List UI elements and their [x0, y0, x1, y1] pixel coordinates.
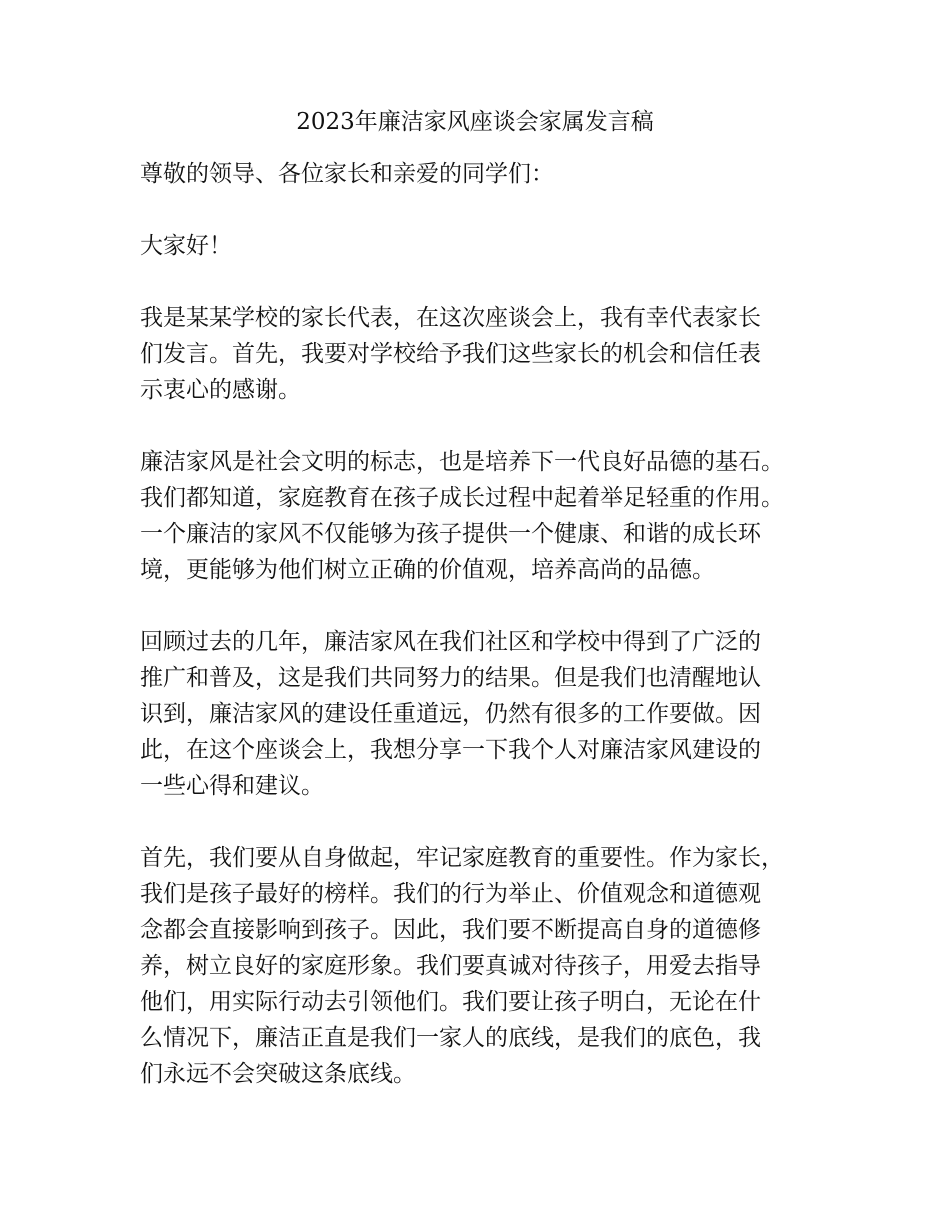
text-line: 识到，廉洁家风的建设任重道远，仍然有很多的工作要做。因 [140, 701, 761, 727]
text-line: 么情况下，廉洁正直是我们一家人的底线，是我们的底色，我 [140, 1025, 761, 1051]
text-line: 示衷心的感谢。 [140, 377, 301, 403]
text-line: 我是某某学校的家长代表，在这次座谈会上，我有幸代表家长 [140, 305, 761, 331]
paragraph-family-style [140, 444, 840, 588]
paragraph-review [140, 624, 840, 804]
paragraph-first-point [140, 840, 840, 1092]
text-line: 尊敬的领导、各位家长和亲爱的同学们： [140, 161, 554, 187]
paragraph-gap [140, 804, 840, 840]
text-line: 境，更能够为他们树立正确的价值观，培养高尚的品德。 [140, 557, 715, 583]
text-line: 一个廉洁的家风不仅能够为孩子提供一个健康、和谐的成长环 [140, 521, 761, 547]
document-title: 2023年廉洁家风座谈会家属发言稿 [296, 109, 654, 135]
text-line: 养，树立良好的家庭形象。我们要真诚对待孩子，用爱去指导 [140, 953, 761, 979]
text-line: 们永远不会突破这条底线。 [140, 1061, 416, 1087]
text-line: 首先，我们要从自身做起，牢记家庭教育的重要性。作为家长， [140, 845, 784, 871]
text-line: 我们是孩子最好的榜样。我们的行为举止、价值观念和道德观 [140, 881, 761, 907]
paragraph-gap [140, 588, 840, 624]
paragraph-gap [140, 192, 840, 228]
text-line: 大家好！ [140, 233, 232, 259]
paragraph-introduction [140, 300, 840, 408]
text-line: 们发言。首先，我要对学校给予我们这些家长的机会和信任表 [140, 341, 761, 367]
text-line: 他们，用实际行动去引领他们。我们要让孩子明白，无论在什 [140, 989, 761, 1015]
paragraph-gap [140, 408, 840, 444]
text-line: 推广和普及，这是我们共同努力的结果。但是我们也清醒地认 [140, 665, 761, 691]
text-line: 我们都知道，家庭教育在孩子成长过程中起着举足轻重的作用。 [140, 485, 784, 511]
text-line: 念都会直接影响到孩子。因此，我们要不断提高自身的道德修 [140, 917, 761, 943]
text-line: 此，在这个座谈会上，我想分享一下我个人对廉洁家风建设的 [140, 737, 761, 763]
text-line: 回顾过去的几年，廉洁家风在我们社区和学校中得到了广泛的 [140, 629, 761, 655]
paragraph-gap [140, 264, 840, 300]
text-line: 一些心得和建议。 [140, 773, 324, 799]
paragraph-greeting [140, 228, 840, 264]
text-line: 廉洁家风是社会文明的标志，也是培养下一代良好品德的基石。 [140, 449, 784, 475]
paragraph-salutation [140, 156, 840, 192]
document-body [140, 156, 840, 1092]
